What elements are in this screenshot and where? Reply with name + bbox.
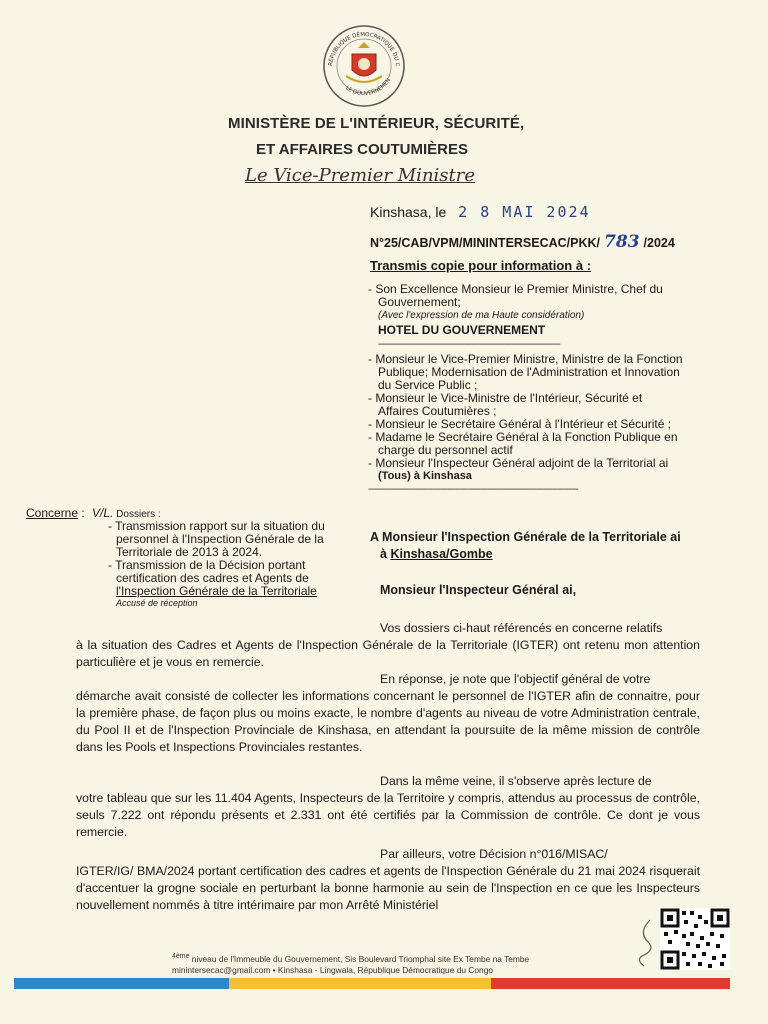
reference-suffix: /2024 bbox=[643, 236, 675, 250]
copy-item-line: du Service Public ; bbox=[378, 378, 478, 392]
concerne-dossiers: Dossiers : bbox=[113, 509, 161, 520]
reference-number bbox=[370, 232, 675, 252]
place-prefix: Kinshasa, le bbox=[370, 204, 447, 220]
receipt-note: Accusé de réception bbox=[116, 598, 198, 608]
paragraph-text: votre tableau que sur les 11.404 Agents, Inspecteurs de la Territoire y compris, attendus au processus de contrôle, seuls 7.222 ont répondu présents et 2.331 ont été certifiés par la Commission de contrôle. Ce dont je vous remercie. bbox=[76, 791, 700, 839]
body-paragraph-4 bbox=[76, 846, 700, 914]
paragraph-text: à la situation des Cadres et Agents de l'Inspection Générale de la Territoriale (IGTER) ont retenu mon attention particulière et je vous en remercie. bbox=[76, 638, 700, 669]
signatory-title: Le Vice-Premier Ministre bbox=[245, 165, 476, 186]
concerne-colon: : bbox=[78, 506, 85, 520]
concerne-item2: certification des cadres et Agents de bbox=[116, 571, 309, 585]
body-paragraph-2 bbox=[76, 671, 700, 756]
reference-handwritten-number: 783 bbox=[604, 232, 640, 252]
seal-text-bottom: LE GOUVERNEMEN bbox=[344, 77, 393, 98]
copy-item-line: Publique; Modernisation de l'Administration et Innovation bbox=[378, 365, 680, 379]
body-paragraph-1 bbox=[76, 620, 700, 671]
copy-item-line: Affaires Coutumières ; bbox=[378, 404, 497, 418]
concerne-item2: - Transmission de la Décision portant bbox=[108, 558, 306, 572]
recipient-line2-prefix: à bbox=[380, 547, 391, 561]
concerne-item1: - Transmission rapport sur la situation du bbox=[108, 519, 325, 533]
date-line bbox=[370, 203, 591, 221]
recipient-line1: A Monsieur l'Inspection Générale de la Territoriale ai bbox=[370, 530, 681, 544]
government-seal bbox=[322, 24, 406, 108]
seal-text-top: RÉPUBLIQUE DÉMOCRATIQUE DU C bbox=[328, 31, 401, 67]
copy-item bbox=[368, 392, 688, 418]
concerne-item2: l'Inspection Générale de la Territoriale bbox=[116, 584, 317, 598]
date-stamp: 2 8 MAI 2024 bbox=[458, 203, 591, 221]
body-paragraph-3 bbox=[76, 773, 700, 841]
copy-item-line: charge du personnel actif bbox=[378, 443, 513, 457]
ministry-name-line2: ET AFFAIRES COUTUMIÈRES bbox=[256, 141, 468, 158]
stripe-yellow bbox=[229, 978, 491, 989]
copy-item bbox=[368, 431, 688, 457]
copy-pm-place: HOTEL DU GOUVERNEMENT bbox=[378, 323, 546, 337]
copy-last-place: (Tous) à Kinshasa bbox=[378, 470, 472, 482]
copy-item-line: - Monsieur le Secrétaire Général à l'Intérieur et Sécurité ; bbox=[368, 417, 672, 431]
copy-pm-note: (Avec l'expression de ma Haute considération) bbox=[378, 310, 585, 321]
footer-address bbox=[172, 951, 642, 976]
copy-pm-line1: - Son Excellence Monsieur le Premier Ministre, Chef du bbox=[368, 282, 663, 296]
copy-items bbox=[368, 353, 688, 470]
copy-item-line: - Madame le Secrétaire Général à la Fonction Publique en bbox=[368, 430, 678, 444]
footer-line1: niveau de l'Immeuble du Gouvernement, Sis Boulevard Triomphal site Ex Tembe na Tembe bbox=[189, 953, 530, 964]
copy-pm-line2: Gouvernement; bbox=[378, 295, 461, 309]
copies-heading: Transmis copie pour information à : bbox=[370, 258, 592, 273]
flag-stripe bbox=[14, 978, 730, 989]
separator-dashes: ------------------------------------------------------------------------------------------ bbox=[368, 484, 578, 495]
qr-code bbox=[660, 908, 730, 970]
copy-item bbox=[368, 353, 688, 392]
stripe-blue bbox=[14, 978, 229, 989]
footer-line2: • Kinshasa - Lingwala, République Démocratique du Congo bbox=[270, 964, 494, 975]
copy-item-line: - Monsieur le Vice-Premier Ministre, Ministre de la Fonction bbox=[368, 352, 683, 366]
stripe-red bbox=[491, 978, 730, 989]
separator-dashes: ------------------------------------------------------------------------------ bbox=[378, 339, 560, 350]
ministry-name-line1: MINISTÈRE DE L'INTÉRIEUR, SÉCURITÉ, bbox=[228, 115, 525, 132]
paragraph-first-line: Dans la même veine, il s'observe après lecture de bbox=[380, 774, 652, 788]
recipient-block bbox=[370, 529, 681, 563]
paragraph-first-line: En réponse, je note que l'objectif général de votre bbox=[380, 672, 651, 686]
reference-prefix: N°25/CAB/VPM/MININTERSECAC/PKK/ bbox=[370, 236, 601, 250]
paragraph-text: démarche avait consisté de collecter les informations concernant le personnel de l'IGTER afin de connaitre, pour la première phase, de façon plus ou moins exacte, le nombre d'agents au niveau de votre Administration centrale, du Pool II et de l'Inspection Provinciale de Kinshasa, en attendant la poursuite de la même mission de contrôle dans les Pools et Inspections Provinciales restantes. bbox=[76, 689, 700, 754]
footer-floor-sup: 4ème bbox=[172, 953, 190, 960]
copy-item-line: - Monsieur le Vice-Ministre de l'Intérieur, Sécurité et bbox=[368, 391, 643, 405]
concerne-item1: personnel à l'Inspection Générale de la bbox=[116, 532, 324, 546]
salutation: Monsieur l'Inspecteur Général ai, bbox=[380, 583, 577, 597]
paragraph-text: IGTER/IG/ BMA/2024 portant certification des cadres et agents de l'Inspection Générale du 21 mai 2024 risquerait d'accentuer la grogne sociale en perturbant la bonne harmonie au sein de l'Inspection en ce que les Inspecteurs nouvellement nommés à titre intérimaire par mon Arrêté Ministériel bbox=[76, 864, 700, 912]
concerne-vl: V/L. bbox=[92, 506, 114, 520]
copy-item bbox=[368, 457, 688, 470]
concerne-item1: Territoriale de 2013 à 2024. bbox=[116, 545, 263, 559]
recipient-place: Kinshasa/Gombe bbox=[390, 547, 493, 561]
copies-list bbox=[368, 283, 688, 495]
footer-email: minintersecac@gmail.com bbox=[172, 964, 271, 975]
copy-item-line: - Monsieur l'Inspecteur Général adjoint de la Territorial ai bbox=[368, 456, 669, 470]
paragraph-first-line: Par ailleurs, votre Décision n°016/MISAC/ bbox=[380, 847, 608, 861]
concerne-block bbox=[26, 506, 356, 608]
paragraph-first-line: Vos dossiers ci-haut référencés en concerne relatifs bbox=[380, 621, 663, 635]
concerne-label: Concerne bbox=[26, 506, 79, 520]
